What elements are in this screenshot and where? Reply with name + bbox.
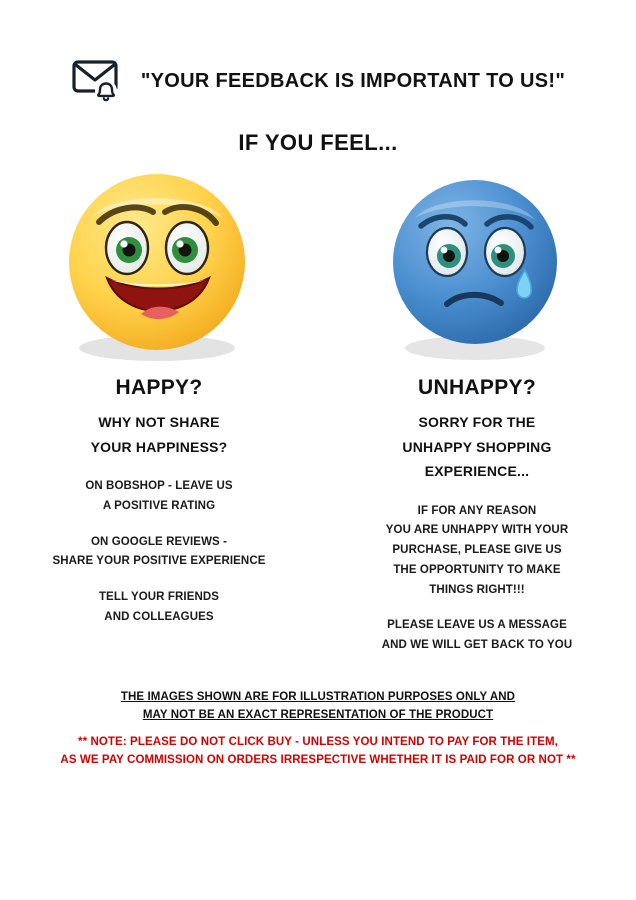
text-line: SORRY FOR THE xyxy=(418,414,536,430)
unhappy-block-message xyxy=(318,616,636,656)
column-unhappy-subtitle xyxy=(318,410,636,484)
text-line: IF FOR ANY REASON xyxy=(417,504,537,517)
happy-block-google xyxy=(0,533,318,573)
text-line: WHY NOT SHARE xyxy=(98,414,220,430)
column-happy-subtitle xyxy=(0,410,318,459)
text-line: PLEASE LEAVE US A MESSAGE xyxy=(387,619,567,632)
envelope-with-bell-icon xyxy=(71,58,123,104)
sub-headline: IF YOU FEEL... xyxy=(238,130,398,155)
note-line-2: AS WE PAY COMMISSION ON ORDERS IRRESPECTIVE WHETHER IT IS PAID FOR OR NOT ** xyxy=(60,754,576,767)
columns xyxy=(0,170,636,656)
happy-face-emoji xyxy=(53,170,265,370)
sad-crying-face-emoji xyxy=(379,170,575,370)
happy-face-wrap xyxy=(0,170,318,370)
page-title: "YOUR FEEDBACK IS IMPORTANT TO US!" xyxy=(140,69,566,92)
happy-block-friends xyxy=(0,588,318,628)
text-line: UNHAPPY SHOPPING xyxy=(402,438,552,455)
text-line: YOUR HAPPINESS? xyxy=(90,438,228,455)
text-line: ON BOBSHOP - LEAVE US xyxy=(85,480,233,492)
disclaimer-line-2: MAY NOT BE AN EXACT REPRESENTATION OF THE PRODUCT xyxy=(142,709,494,722)
text-line: THINGS RIGHT!!! xyxy=(429,583,525,596)
column-happy-title: HAPPY? xyxy=(115,376,203,399)
text-line: EXPERIENCE... xyxy=(424,463,530,479)
text-line: SHARE YOUR POSITIVE EXPERIENCE xyxy=(52,555,266,568)
column-happy xyxy=(0,170,318,656)
text-line: ON GOOGLE REVIEWS - xyxy=(90,535,228,548)
note-line-1: ** NOTE: PLEASE DO NOT CLICK BUY - UNLESS YOU INTEND TO PAY FOR THE ITEM, xyxy=(78,735,558,748)
header xyxy=(0,0,636,104)
column-unhappy xyxy=(318,170,636,656)
column-unhappy-title: UNHAPPY? xyxy=(418,376,536,399)
text-line: THE OPPORTUNITY TO MAKE xyxy=(393,563,561,576)
text-line: AND COLLEAGUES xyxy=(104,610,214,623)
sad-face-wrap xyxy=(318,170,636,370)
footer xyxy=(0,688,636,770)
text-line: TELL YOUR FRIENDS xyxy=(98,591,220,604)
text-line: A POSITIVE RATING xyxy=(102,499,216,512)
text-line: AND WE WILL GET BACK TO YOU xyxy=(381,639,573,652)
unhappy-block-reason xyxy=(318,502,636,601)
disclaimer-line-1: THE IMAGES SHOWN ARE FOR ILLUSTRATION PURPOSES ONLY AND xyxy=(120,691,516,703)
text-line: YOU ARE UNHAPPY WITH YOUR xyxy=(385,524,569,537)
text-line: PURCHASE, PLEASE GIVE US xyxy=(392,544,562,557)
happy-block-bobshop xyxy=(0,477,318,517)
